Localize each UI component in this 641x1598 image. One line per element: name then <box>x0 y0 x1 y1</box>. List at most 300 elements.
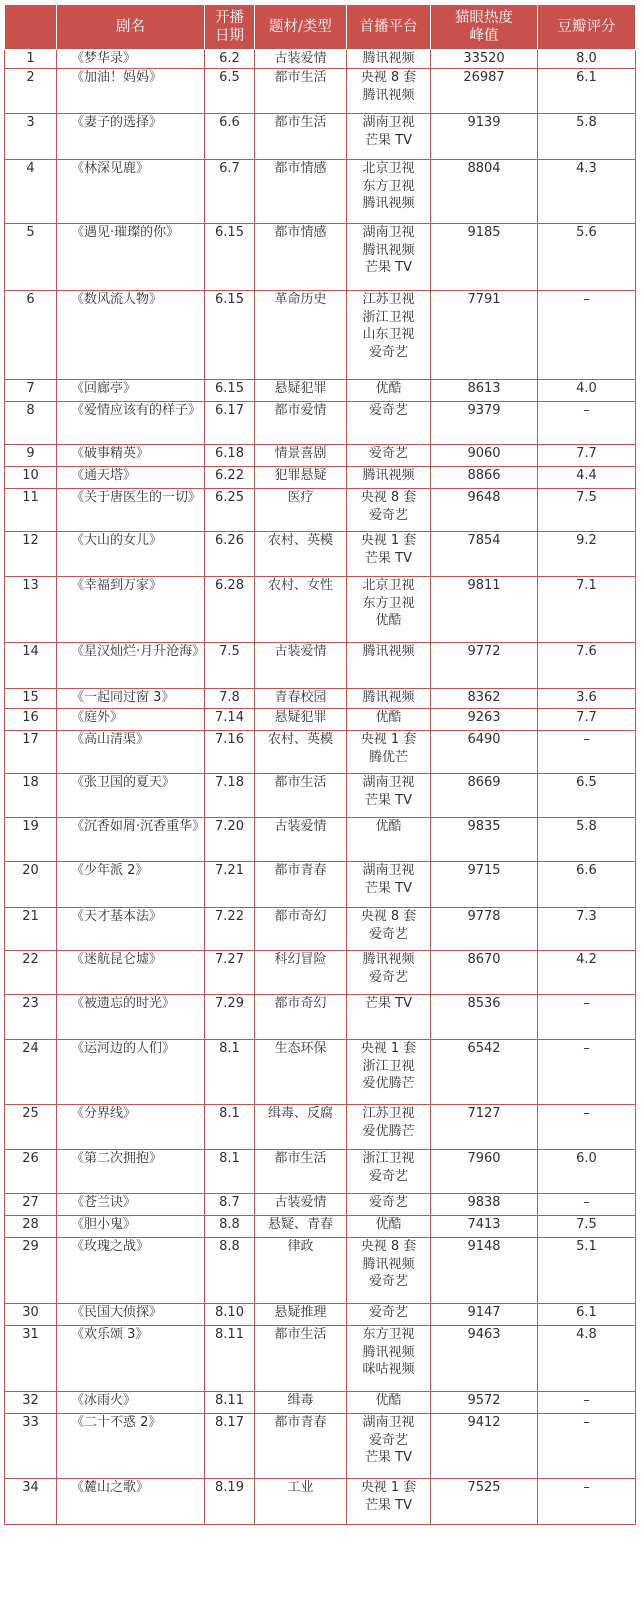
genre: 悬疑推理 <box>255 1304 347 1326</box>
header-score: 豆瓣评分 <box>538 5 636 50</box>
douban-score: – <box>538 731 636 774</box>
row-index: 4 <box>5 160 57 224</box>
row-index: 3 <box>5 114 57 160</box>
douban-score: – <box>538 1040 636 1105</box>
genre: 医疗 <box>255 489 347 532</box>
douban-score: – <box>538 1479 636 1525</box>
platform-name: 浙江卫视 <box>362 309 415 325</box>
platform-name: 芒果 TV <box>365 880 412 896</box>
table-row <box>5 1040 636 1105</box>
table-row <box>5 577 636 643</box>
table-row <box>5 951 636 995</box>
air-date: 6.6 <box>205 114 255 160</box>
drama-title: 《天才基本法》 <box>57 908 205 951</box>
platform-cell <box>347 862 431 908</box>
genre: 缉毒、反腐 <box>255 1105 347 1150</box>
heat-peak: 6542 <box>431 1040 538 1105</box>
platform-name: 优酷 <box>375 381 402 396</box>
platform-cell <box>347 1479 431 1525</box>
table-row <box>5 114 636 160</box>
platform-cell <box>347 50 431 69</box>
douban-score: 4.3 <box>538 160 636 224</box>
genre: 青春校园 <box>255 689 347 709</box>
platform-name: 爱奇艺 <box>368 1274 408 1289</box>
table-row <box>5 402 636 445</box>
row-index: 32 <box>5 1392 57 1414</box>
table-row <box>5 1105 636 1150</box>
platform-name: 湖南卫视 <box>362 115 415 130</box>
douban-score: 7.5 <box>538 489 636 532</box>
platform-cell <box>347 291 431 380</box>
platform-name: 芒果 TV <box>365 792 412 808</box>
platform-name: 央视 1 套 <box>360 1480 417 1495</box>
platform-name: 爱奇艺 <box>368 507 408 523</box>
platform-cell <box>347 1304 431 1326</box>
douban-score: 9.2 <box>538 532 636 577</box>
drama-title: 《欢乐颂 3》 <box>57 1326 205 1392</box>
heat-peak: 8362 <box>431 689 538 709</box>
platform-cell <box>347 1040 431 1105</box>
genre: 古装爱情 <box>255 1194 347 1216</box>
platform-cell <box>347 1194 431 1216</box>
table-row <box>5 160 636 224</box>
douban-score: – <box>538 1194 636 1216</box>
air-date: 7.5 <box>205 643 255 689</box>
platform-cell <box>347 467 431 489</box>
table-row <box>5 291 636 380</box>
platform-name: 央视 1 套 <box>360 732 417 747</box>
douban-score: – <box>538 1105 636 1150</box>
heat-peak: 9060 <box>431 445 538 467</box>
heat-peak: 7854 <box>431 532 538 577</box>
platform-name: 芒果 TV <box>365 550 412 566</box>
drama-title: 《星汉灿烂·月升沧海》 <box>57 643 205 689</box>
douban-score: – <box>538 402 636 445</box>
platform-name: 湖南卫视 <box>362 1415 415 1430</box>
table-row <box>5 1238 636 1304</box>
row-index: 7 <box>5 380 57 402</box>
row-index: 23 <box>5 995 57 1040</box>
row-index: 1 <box>5 50 57 69</box>
platform-name: 优酷 <box>375 1393 402 1408</box>
table-row <box>5 1392 636 1414</box>
table-row <box>5 445 636 467</box>
heat-peak: 9835 <box>431 818 538 862</box>
heat-peak: 9715 <box>431 862 538 908</box>
heat-peak: 9139 <box>431 114 538 160</box>
genre: 律政 <box>255 1238 347 1304</box>
row-index: 26 <box>5 1150 57 1194</box>
platform-name: 央视 8 套 <box>360 909 417 924</box>
genre: 科幻冒险 <box>255 951 347 995</box>
drama-title: 《运河边的人们》 <box>57 1040 205 1105</box>
row-index: 18 <box>5 774 57 818</box>
platform-name: 腾讯视频 <box>362 196 415 211</box>
douban-score: 6.5 <box>538 774 636 818</box>
drama-title: 《迷航昆仑墟》 <box>57 951 205 995</box>
genre: 都市生活 <box>255 114 347 160</box>
drama-title: 《庭外》 <box>57 709 205 731</box>
platform-cell <box>347 709 431 731</box>
platform-cell <box>347 1216 431 1238</box>
platform-name: 优酷 <box>375 819 402 834</box>
drama-title: 《林深见鹿》 <box>57 160 205 224</box>
platform-cell <box>347 995 431 1040</box>
genre: 都市青春 <box>255 862 347 908</box>
douban-score: 7.6 <box>538 643 636 689</box>
platform-cell <box>347 114 431 160</box>
heat-peak: 9263 <box>431 709 538 731</box>
genre: 悬疑、青春 <box>255 1216 347 1238</box>
row-index: 25 <box>5 1105 57 1150</box>
douban-score: 5.1 <box>538 1238 636 1304</box>
platform-cell <box>347 908 431 951</box>
douban-score: 5.8 <box>538 114 636 160</box>
heat-peak: 8670 <box>431 951 538 995</box>
air-date: 6.28 <box>205 577 255 643</box>
drama-title: 《破事精英》 <box>57 445 205 467</box>
row-index: 24 <box>5 1040 57 1105</box>
drama-title: 《回廊亭》 <box>57 380 205 402</box>
air-date: 7.29 <box>205 995 255 1040</box>
row-index: 16 <box>5 709 57 731</box>
platform-cell <box>347 160 431 224</box>
drama-title: 《少年派 2》 <box>57 862 205 908</box>
genre: 都市生活 <box>255 69 347 114</box>
genre: 工业 <box>255 1479 347 1525</box>
douban-score: 6.6 <box>538 862 636 908</box>
platform-name: 优酷 <box>375 613 402 628</box>
air-date: 6.2 <box>205 50 255 69</box>
heat-peak: 9648 <box>431 489 538 532</box>
genre: 农村、英模 <box>255 731 347 774</box>
douban-score: 6.1 <box>538 1304 636 1326</box>
table-row <box>5 1216 636 1238</box>
drama-title: 《通天塔》 <box>57 467 205 489</box>
douban-score: 6.1 <box>538 69 636 114</box>
genre: 革命历史 <box>255 291 347 380</box>
row-index: 9 <box>5 445 57 467</box>
platform-name: 湖南卫视 <box>362 863 415 878</box>
drama-title: 《大山的女儿》 <box>57 532 205 577</box>
platform-cell <box>347 1238 431 1304</box>
air-date: 7.27 <box>205 951 255 995</box>
table-row <box>5 489 636 532</box>
genre: 都市情感 <box>255 160 347 224</box>
table-row <box>5 1414 636 1479</box>
platform-cell <box>347 643 431 689</box>
drama-title: 《高山清渠》 <box>57 731 205 774</box>
drama-title: 《爱情应该有的样子》 <box>57 402 205 445</box>
air-date: 6.17 <box>205 402 255 445</box>
platform-cell <box>347 1414 431 1479</box>
heat-peak: 9778 <box>431 908 538 951</box>
platform-name: 芒果 TV <box>365 260 412 275</box>
air-date: 8.11 <box>205 1326 255 1392</box>
table-row <box>5 50 636 69</box>
drama-title: 《关于唐医生的一切》 <box>57 489 205 532</box>
platform-name: 湖南卫视 <box>362 225 415 240</box>
air-date: 6.15 <box>205 380 255 402</box>
row-index: 19 <box>5 818 57 862</box>
heat-peak: 9148 <box>431 1238 538 1304</box>
douban-score: 4.4 <box>538 467 636 489</box>
douban-score: 5.6 <box>538 224 636 291</box>
platform-cell <box>347 489 431 532</box>
platform-name: 东方卫视 <box>362 1327 415 1342</box>
platform-cell <box>347 1150 431 1194</box>
drama-title: 《第二次拥抱》 <box>57 1150 205 1194</box>
table-row <box>5 380 636 402</box>
platform-cell <box>347 532 431 577</box>
air-date: 8.1 <box>205 1105 255 1150</box>
platform-name: 爱奇艺 <box>368 969 408 985</box>
row-index: 31 <box>5 1326 57 1392</box>
table-row <box>5 69 636 114</box>
platform-name: 腾讯视频 <box>362 1256 415 1272</box>
drama-title: 《二十不惑 2》 <box>57 1414 205 1479</box>
heat-peak: 7525 <box>431 1479 538 1525</box>
table-row <box>5 689 636 709</box>
genre: 都市情感 <box>255 224 347 291</box>
douban-score: 6.0 <box>538 1150 636 1194</box>
air-date: 7.8 <box>205 689 255 709</box>
platform-name: 芒果 TV <box>365 996 412 1011</box>
douban-score: – <box>538 291 636 380</box>
platform-name: 腾讯视频 <box>362 952 415 967</box>
douban-score: 3.6 <box>538 689 636 709</box>
air-date: 6.7 <box>205 160 255 224</box>
platform-name: 爱奇艺 <box>368 403 408 418</box>
drama-title: 《胆小鬼》 <box>57 1216 205 1238</box>
platform-name: 浙江卫视 <box>362 1058 415 1074</box>
drama-title: 《一起同过窗 3》 <box>57 689 205 709</box>
platform-cell <box>347 818 431 862</box>
heat-peak: 9572 <box>431 1392 538 1414</box>
platform-cell <box>347 689 431 709</box>
header-heat-label: 猫眼热度峰值 <box>454 10 513 44</box>
air-date: 6.26 <box>205 532 255 577</box>
drama-title: 《分界线》 <box>57 1105 205 1150</box>
platform-name: 腾讯视频 <box>362 87 415 103</box>
row-index: 29 <box>5 1238 57 1304</box>
drama-title: 《苍兰诀》 <box>57 1194 205 1216</box>
air-date: 6.22 <box>205 467 255 489</box>
row-index: 14 <box>5 643 57 689</box>
platform-name: 浙江卫视 <box>362 1151 415 1166</box>
heat-peak: 7413 <box>431 1216 538 1238</box>
row-index: 27 <box>5 1194 57 1216</box>
table-row <box>5 1194 636 1216</box>
table-row <box>5 1304 636 1326</box>
douban-score: 7.3 <box>538 908 636 951</box>
header-date-label: 开播日期 <box>214 10 244 44</box>
drama-title: 《被遗忘的时光》 <box>57 995 205 1040</box>
heat-peak: 8669 <box>431 774 538 818</box>
row-index: 11 <box>5 489 57 532</box>
genre: 情景喜剧 <box>255 445 347 467</box>
heat-peak: 6490 <box>431 731 538 774</box>
table-row <box>5 709 636 731</box>
row-index: 10 <box>5 467 57 489</box>
platform-name: 爱奇艺 <box>368 1195 408 1210</box>
platform-name: 腾讯视频 <box>362 690 415 705</box>
douban-score: 4.8 <box>538 1326 636 1392</box>
row-index: 28 <box>5 1216 57 1238</box>
platform-name: 江苏卫视 <box>362 1106 415 1121</box>
heat-peak: 9838 <box>431 1194 538 1216</box>
genre: 都市奇幻 <box>255 995 347 1040</box>
drama-title: 《冰雨火》 <box>57 1392 205 1414</box>
genre: 都市生活 <box>255 1326 347 1392</box>
air-date: 8.8 <box>205 1238 255 1304</box>
douban-score: 4.0 <box>538 380 636 402</box>
genre: 古装爱情 <box>255 50 347 69</box>
row-index: 6 <box>5 291 57 380</box>
platform-name: 爱奇艺 <box>368 1168 408 1184</box>
header-index <box>5 5 57 50</box>
platform-cell <box>347 951 431 995</box>
platform-name: 咪咕视频 <box>362 1362 415 1377</box>
row-index: 13 <box>5 577 57 643</box>
air-date: 8.10 <box>205 1304 255 1326</box>
air-date: 8.8 <box>205 1216 255 1238</box>
platform-name: 腾优芒 <box>368 749 408 765</box>
air-date: 6.18 <box>205 445 255 467</box>
air-date: 6.5 <box>205 69 255 114</box>
platform-name: 北京卫视 <box>362 578 415 593</box>
table-row <box>5 467 636 489</box>
genre: 悬疑犯罪 <box>255 709 347 731</box>
genre: 缉毒 <box>255 1392 347 1414</box>
heat-peak: 8804 <box>431 160 538 224</box>
header-date <box>205 5 255 50</box>
douban-score: 7.7 <box>538 445 636 467</box>
air-date: 6.15 <box>205 291 255 380</box>
drama-title: 《麓山之歌》 <box>57 1479 205 1525</box>
drama-title: 《遇见·璀璨的你》 <box>57 224 205 291</box>
air-date: 7.21 <box>205 862 255 908</box>
heat-peak: 7791 <box>431 291 538 380</box>
platform-name: 爱奇艺 <box>368 1305 408 1320</box>
table-row <box>5 224 636 291</box>
table-row <box>5 532 636 577</box>
douban-score: 4.2 <box>538 951 636 995</box>
row-index: 34 <box>5 1479 57 1525</box>
genre: 悬疑犯罪 <box>255 380 347 402</box>
genre: 都市青春 <box>255 1414 347 1479</box>
air-date: 6.25 <box>205 489 255 532</box>
platform-name: 东方卫视 <box>362 178 415 194</box>
table-row <box>5 643 636 689</box>
platform-name: 芒果 TV <box>365 132 412 148</box>
air-date: 8.7 <box>205 1194 255 1216</box>
platform-name: 爱奇艺 <box>368 926 408 942</box>
air-date: 7.16 <box>205 731 255 774</box>
genre: 生态环保 <box>255 1040 347 1105</box>
heat-peak: 9147 <box>431 1304 538 1326</box>
row-index: 17 <box>5 731 57 774</box>
drama-title: 《张卫国的夏天》 <box>57 774 205 818</box>
table-row <box>5 731 636 774</box>
platform-name: 腾讯视频 <box>362 51 415 66</box>
air-date: 6.15 <box>205 224 255 291</box>
douban-score: 8.0 <box>538 50 636 69</box>
genre: 都市生活 <box>255 774 347 818</box>
heat-peak: 9412 <box>431 1414 538 1479</box>
platform-name: 爱奇艺 <box>368 446 408 461</box>
platform-name: 优酷 <box>375 1217 402 1232</box>
row-index: 33 <box>5 1414 57 1479</box>
row-index: 5 <box>5 224 57 291</box>
platform-name: 央视 8 套 <box>360 1239 417 1254</box>
genre: 古装爱情 <box>255 643 347 689</box>
table-header-row <box>5 5 636 50</box>
heat-peak: 9379 <box>431 402 538 445</box>
table-row <box>5 862 636 908</box>
heat-peak: 9811 <box>431 577 538 643</box>
platform-name: 爱奇艺 <box>368 1432 408 1448</box>
drama-title: 《幸福到万家》 <box>57 577 205 643</box>
row-index: 21 <box>5 908 57 951</box>
air-date: 8.11 <box>205 1392 255 1414</box>
platform-name: 东方卫视 <box>362 595 415 611</box>
platform-name: 腾讯视频 <box>362 242 415 258</box>
platform-name: 央视 8 套 <box>360 70 417 85</box>
table-row <box>5 1326 636 1392</box>
air-date: 7.22 <box>205 908 255 951</box>
heat-peak: 26987 <box>431 69 538 114</box>
platform-cell <box>347 1392 431 1414</box>
drama-table <box>4 4 636 1525</box>
platform-name: 爱优腾芒 <box>362 1123 415 1139</box>
heat-peak: 9463 <box>431 1326 538 1392</box>
heat-peak: 9772 <box>431 643 538 689</box>
heat-peak: 7960 <box>431 1150 538 1194</box>
platform-name: 芒果 TV <box>365 1497 412 1513</box>
platform-name: 湖南卫视 <box>362 775 415 790</box>
platform-cell <box>347 731 431 774</box>
heat-peak: 33520 <box>431 50 538 69</box>
douban-score: 7.1 <box>538 577 636 643</box>
genre: 都市爱情 <box>255 402 347 445</box>
platform-name: 爱优腾芒 <box>362 1076 415 1091</box>
air-date: 7.14 <box>205 709 255 731</box>
drama-title: 《妻子的选择》 <box>57 114 205 160</box>
air-date: 8.1 <box>205 1150 255 1194</box>
platform-name: 优酷 <box>375 710 402 725</box>
douban-score: 5.8 <box>538 818 636 862</box>
platform-name: 腾讯视频 <box>362 1344 415 1360</box>
platform-name: 腾讯视频 <box>362 468 415 483</box>
platform-name: 央视 8 套 <box>360 490 417 505</box>
drama-title: 《玫瑰之战》 <box>57 1238 205 1304</box>
drama-title: 《沉香如屑·沉香重华》 <box>57 818 205 862</box>
air-date: 8.17 <box>205 1414 255 1479</box>
heat-peak: 9185 <box>431 224 538 291</box>
heat-peak: 8866 <box>431 467 538 489</box>
row-index: 2 <box>5 69 57 114</box>
row-index: 12 <box>5 532 57 577</box>
platform-cell <box>347 774 431 818</box>
heat-peak: 8613 <box>431 380 538 402</box>
platform-name: 北京卫视 <box>362 161 415 176</box>
table-row <box>5 818 636 862</box>
header-genre: 题材/类型 <box>255 5 347 50</box>
genre: 古装爱情 <box>255 818 347 862</box>
platform-cell <box>347 69 431 114</box>
header-heat <box>431 5 538 50</box>
